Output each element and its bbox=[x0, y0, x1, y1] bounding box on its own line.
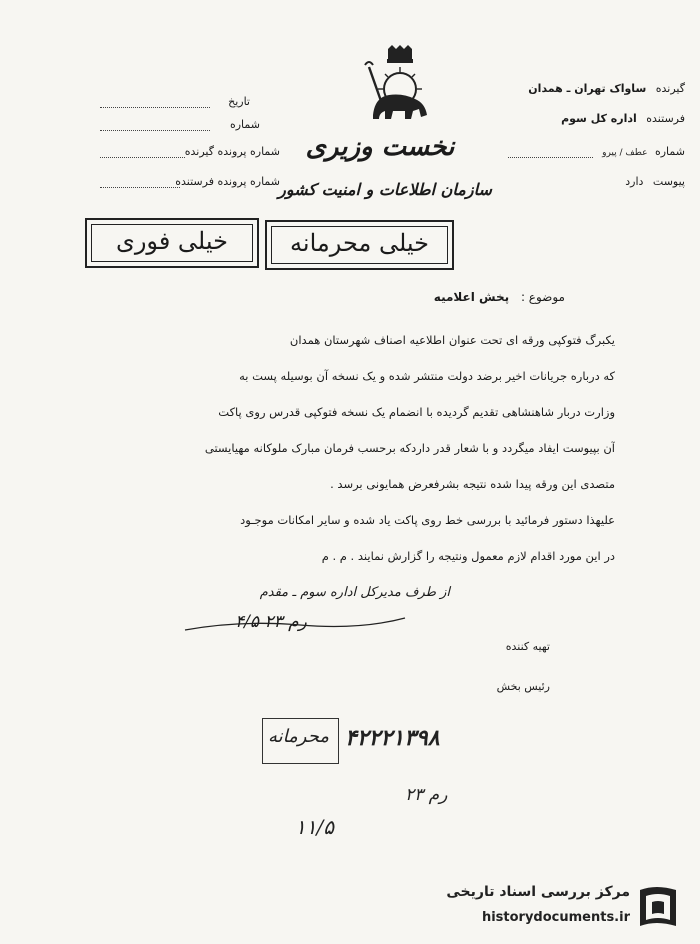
letter-body bbox=[95, 322, 615, 574]
org-subtitle: سازمان اطلاعات و امنیت کشور bbox=[278, 180, 492, 199]
archive-book-icon bbox=[636, 882, 682, 932]
urgent-stamp-text: خیلی فوری bbox=[116, 227, 228, 255]
sender-field bbox=[470, 112, 685, 125]
archive-url: historydocuments.ir bbox=[481, 910, 630, 925]
subject-line bbox=[434, 290, 565, 304]
secret-stamp bbox=[265, 220, 454, 270]
date-line bbox=[100, 107, 210, 108]
subject-value: پخش اعلامیه bbox=[433, 290, 510, 304]
body-line: آن بپیوست ایفاد میگردد و با شعار قدر داردکه برحسب فرمان مبارک ملوکانه مهیایستی bbox=[204, 441, 615, 455]
handwritten-page-number: ۱۱/۵ bbox=[295, 815, 334, 839]
archive-title: مرکز بررسی اسناد تاریخی bbox=[446, 884, 630, 900]
archive-logo bbox=[380, 880, 690, 940]
ref-number-value: عطف / پیرو bbox=[602, 148, 648, 158]
sender-file-label: شماره پرونده فرستنده bbox=[175, 175, 280, 188]
urgent-stamp bbox=[85, 218, 259, 268]
handwritten-ref-number: ۴۲۲۲۱۳۹۸ bbox=[345, 725, 440, 751]
body-line: که درباره جریانات اخیر برضد دولت منتشر شده و یک نسخه آن بوسیله پست به bbox=[239, 369, 615, 383]
ref-number-label: شماره bbox=[654, 145, 685, 158]
recipient-label: گیرنده bbox=[655, 82, 685, 95]
sender-value: اداره کل سوم bbox=[561, 112, 637, 125]
attachment-value: دارد bbox=[625, 175, 644, 188]
lion-and-sun-emblem-icon bbox=[355, 45, 445, 135]
section-head-label: رئیس بخش bbox=[496, 680, 550, 693]
urgent-stamp-border bbox=[91, 224, 253, 262]
preparer-label: تهیه کننده bbox=[505, 640, 550, 653]
body-line: علیهذا دستور فرمائید با بررسی خط روی پاکت یاد شده و سایر امکانات موجـود bbox=[240, 513, 615, 527]
sender-label: فرستنده bbox=[646, 112, 685, 125]
date-label: تاریخ bbox=[228, 95, 250, 108]
secret-stamp-border bbox=[271, 226, 448, 264]
body-line: یکبرگ فتوکپی ورقه ای تحت عنوان اطلاعیه اصناف شهرستان همدان bbox=[289, 333, 615, 347]
handwritten-code: رم ۲۳ bbox=[405, 785, 448, 805]
signature-scribble-icon bbox=[180, 600, 410, 640]
number-line bbox=[100, 130, 210, 131]
body-line: در این مورد اقدام لازم معمول ونتیجه را گزارش نمایند . م . م bbox=[321, 549, 615, 563]
secret-stamp-text: خیلی محرمانه bbox=[290, 229, 429, 257]
sender-file-line bbox=[100, 187, 180, 188]
recipient-field bbox=[470, 82, 685, 95]
subject-label: موضوع : bbox=[520, 290, 565, 304]
attachment-field bbox=[500, 175, 685, 188]
ref-number-line bbox=[508, 157, 593, 158]
receiver-file-line bbox=[100, 157, 185, 158]
number-label: شماره bbox=[229, 118, 260, 131]
signature-line: از طرف مدیرکل اداره سوم ـ مقدم bbox=[259, 585, 450, 600]
attachment-label: پیوست bbox=[652, 175, 685, 188]
handwritten-stamp-word: محرمانه bbox=[268, 726, 329, 747]
body-line: متصدی این ورقه پیدا شده نتیجه بشرفعرض همایونی برسد . bbox=[330, 477, 615, 491]
receiver-file-label: شماره پرونده گیرنده bbox=[184, 145, 280, 158]
org-title: نخست وزیری bbox=[305, 132, 455, 162]
signature-code: ۴/۵ رم ۲۳ bbox=[235, 612, 307, 632]
body-line: وزارت دربار شاهنشاهی تقدیم گردیده با انضمام یک نسخه فتوکپی قدرس روی پاکت bbox=[218, 405, 615, 419]
recipient-value: ساواک تهران ـ همدان bbox=[528, 82, 647, 95]
